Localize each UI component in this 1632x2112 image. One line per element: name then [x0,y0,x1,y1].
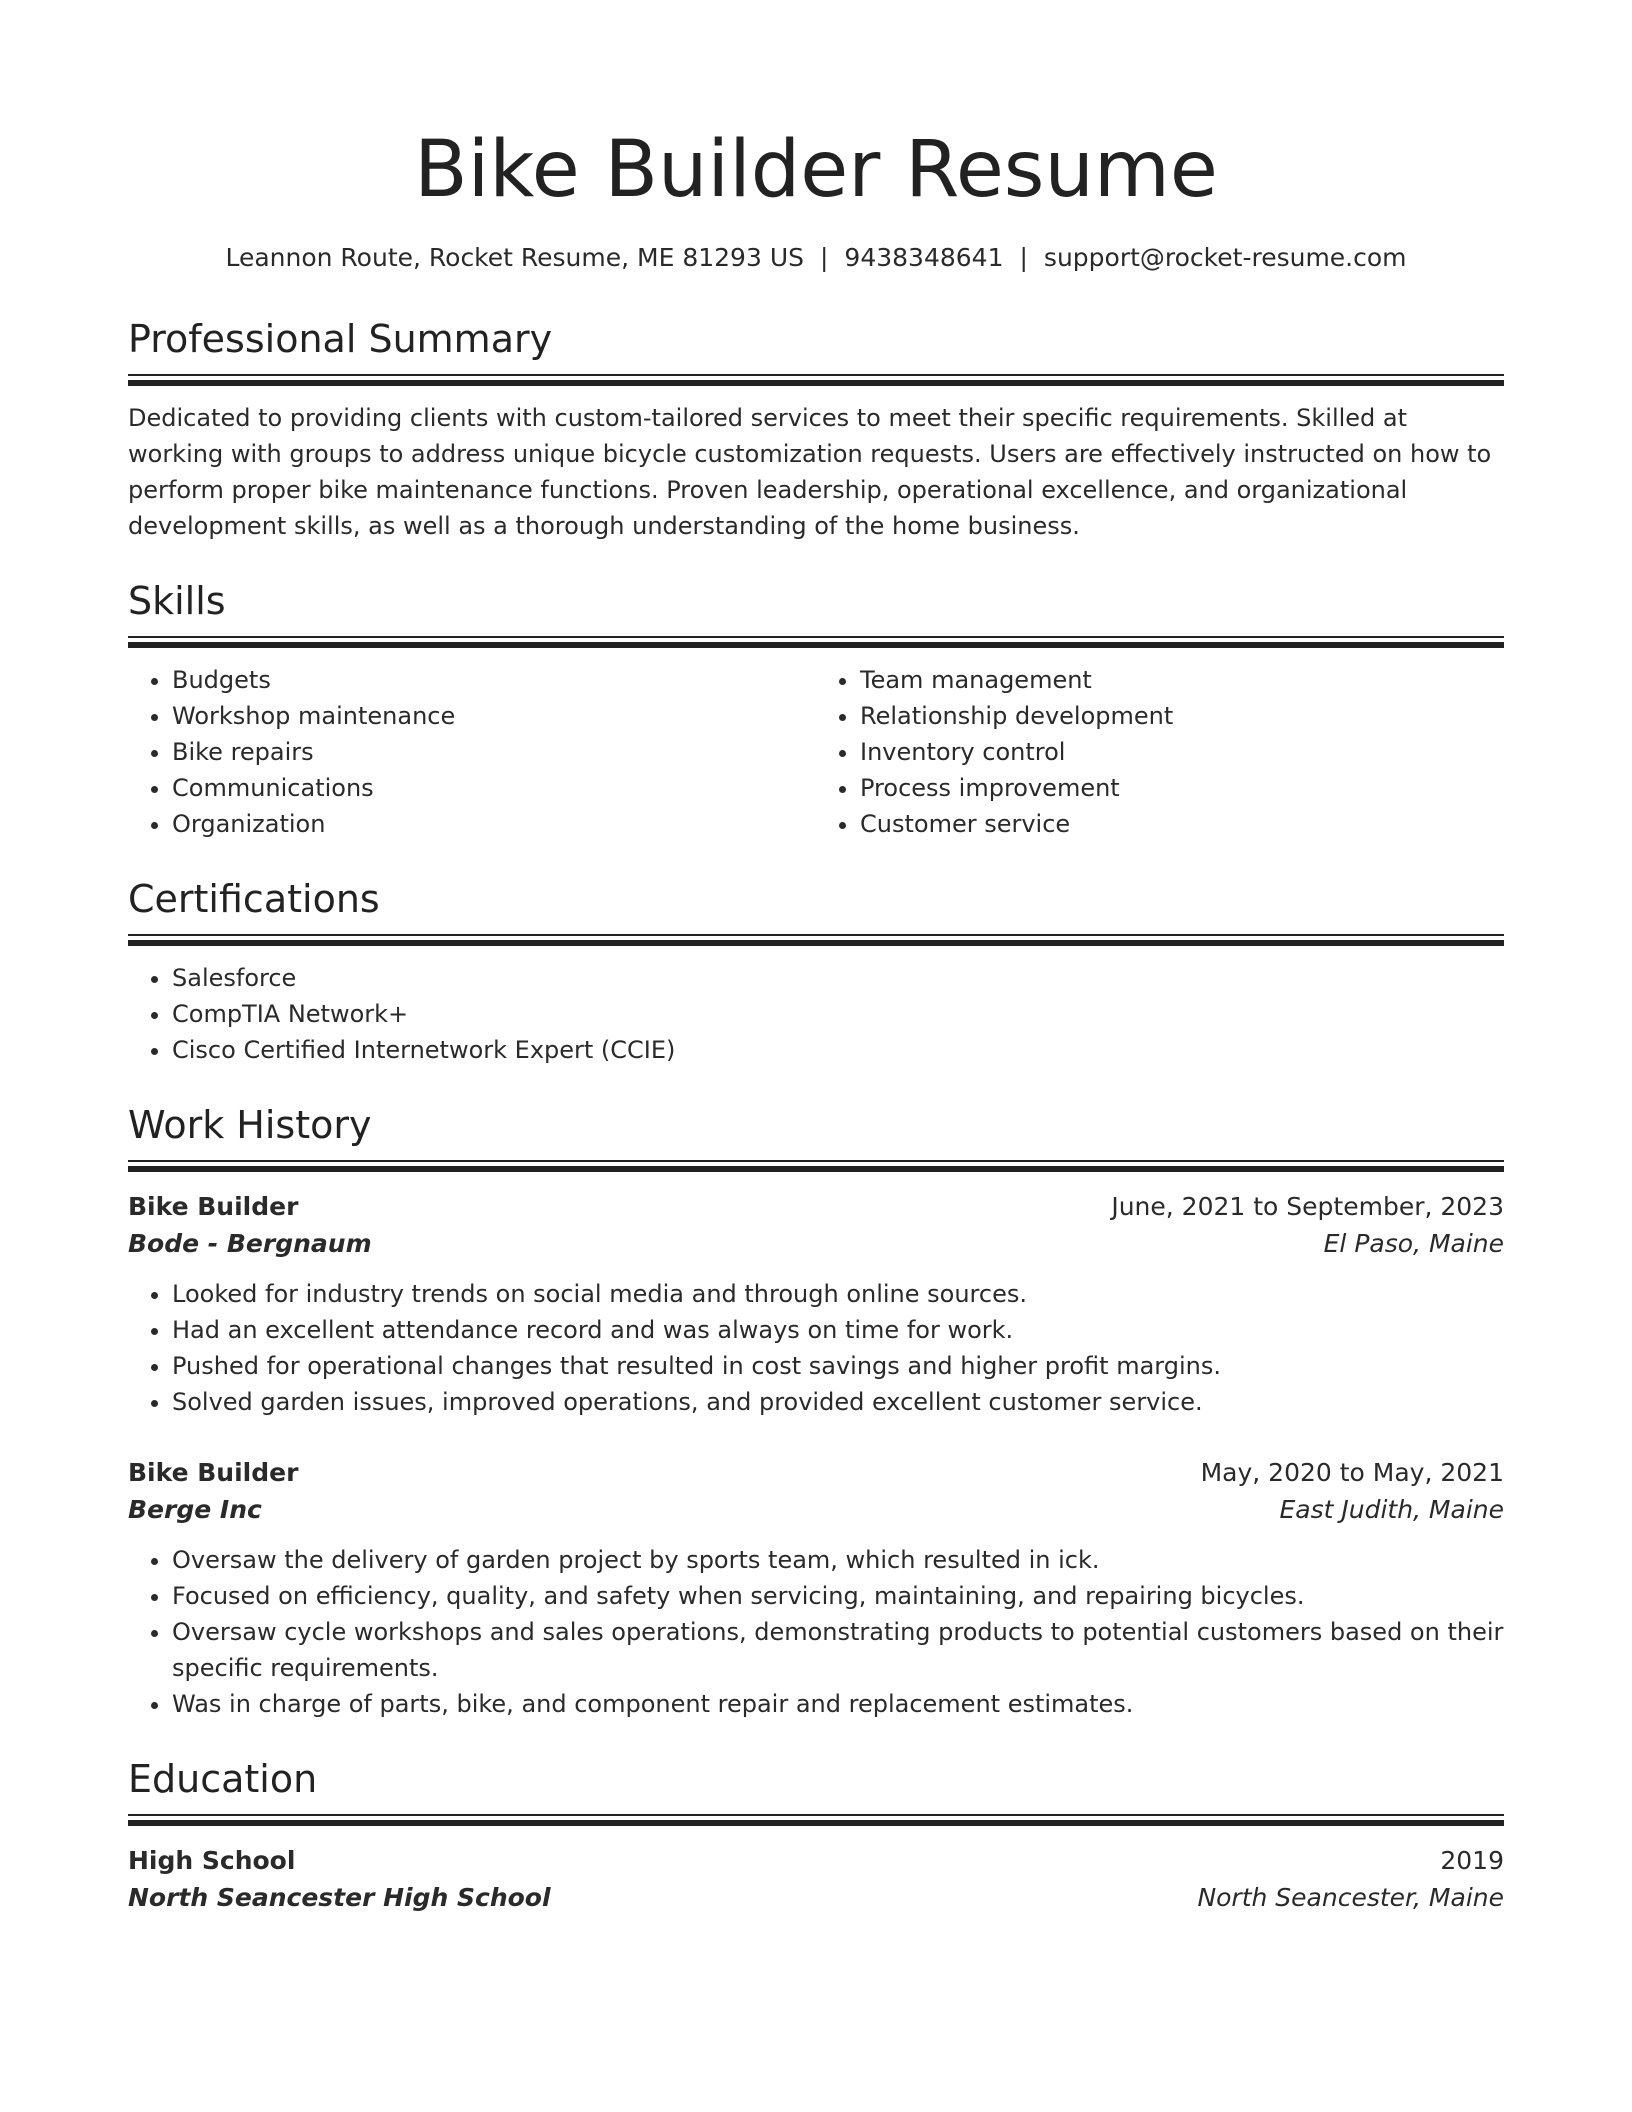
education-year: 2019 [1440,1846,1504,1875]
job-header [128,1188,1504,1225]
job-entry [128,1454,1504,1722]
section-certifications [128,874,1504,1068]
section-divider [128,934,1504,946]
job-dates: May, 2020 to May, 2021 [1200,1458,1504,1487]
job-subheader [128,1225,1504,1262]
job-title: Bike Builder [128,1192,299,1221]
certification-item: • Salesforce [172,960,1504,996]
section-title-work-history: Work History [128,1103,372,1147]
summary-text: Dedicated to providing clients with custom-tailored services to meet their specific requirements. Skilled at working with groups to address unique bicycle customization requests. Users are effectively instructed on how to perform proper bike maintenance functions. Proven leadership, operational excellence, and organizational development skills, as well as a thorough understanding of the home business. [128,404,1492,540]
job-company: Berge Inc [128,1495,262,1524]
skill-item: • Workshop maintenance [172,698,816,734]
certification-item: • Cisco Certified Internetwork Expert (CCIE) [172,1032,1504,1068]
skill-item: • Process improvement [860,770,1504,806]
job-bullets [128,1276,1504,1420]
contact-phone: 9438348641 [844,243,1004,272]
job-location: El Paso, Maine [1323,1229,1504,1258]
skills-list-left [128,662,816,842]
job-company: Bode - Bergnaum [128,1229,372,1258]
skill-item: • Communications [172,770,816,806]
education-degree: High School [128,1846,296,1875]
section-title-certifications: Certifications [128,877,380,921]
section-title-skills: Skills [128,579,226,623]
skill-item: • Inventory control [860,734,1504,770]
job-subheader [128,1491,1504,1528]
contact-email: support@rocket-resume.com [1043,243,1407,272]
job-entry [128,1188,1504,1420]
section-summary [128,314,1504,544]
skills-list-right [816,662,1504,842]
skill-item: • Budgets [172,662,816,698]
job-title: Bike Builder [128,1458,299,1487]
skill-item: • Team management [860,662,1504,698]
education-school: North Seancester High School [128,1883,551,1912]
section-work-history [128,1100,1504,1722]
certifications-list [128,960,1504,1068]
job-bullet: • Looked for industry trends on social media and through online sources. [172,1276,1504,1312]
education-subheader [128,1879,1504,1916]
job-bullet: • Solved garden issues, improved operations, and provided excellent customer service. [172,1384,1504,1420]
skill-item: • Relationship development [860,698,1504,734]
skill-item: • Customer service [860,806,1504,842]
job-bullet: • Had an excellent attendance record and was always on time for work. [172,1312,1504,1348]
certification-item: • CompTIA Network+ [172,996,1504,1032]
contact-separator: | [1019,243,1028,272]
section-title-summary: Professional Summary [128,317,553,361]
section-divider [128,374,1504,386]
section-divider [128,1160,1504,1172]
education-location: North Seancester, Maine [1197,1883,1504,1912]
contact-address: Leannon Route, Rocket Resume, ME 81293 US [225,243,804,272]
job-dates: June, 2021 to September, 2023 [1111,1192,1504,1221]
job-location: East Judith, Maine [1279,1495,1504,1524]
job-bullet: • Oversaw cycle workshops and sales operations, demonstrating products to potential customers based on their specific requirements. [172,1614,1504,1686]
education-entry [128,1842,1504,1916]
skill-item: • Organization [172,806,816,842]
contact-separator: | [819,243,829,272]
skill-item: • Bike repairs [172,734,816,770]
skills-grid [128,662,1504,842]
job-header [128,1454,1504,1491]
section-divider [128,1814,1504,1826]
resume-page [128,0,1504,1916]
contact-line [128,240,1504,276]
section-divider [128,636,1504,648]
job-bullets [128,1542,1504,1722]
section-skills [128,576,1504,842]
job-bullet: • Oversaw the delivery of garden project by sports team, which resulted in ick. [172,1542,1504,1578]
job-bullet: • Focused on efficiency, quality, and safety when servicing, maintaining, and repairing bicycles. [172,1578,1504,1614]
section-education [128,1754,1504,1916]
resume-title: Bike Builder Resume [414,125,1218,215]
section-title-education: Education [128,1757,318,1801]
education-header [128,1842,1504,1879]
job-bullet: • Pushed for operational changes that resulted in cost savings and higher profit margins. [172,1348,1504,1384]
job-bullet: • Was in charge of parts, bike, and component repair and replacement estimates. [172,1686,1504,1722]
